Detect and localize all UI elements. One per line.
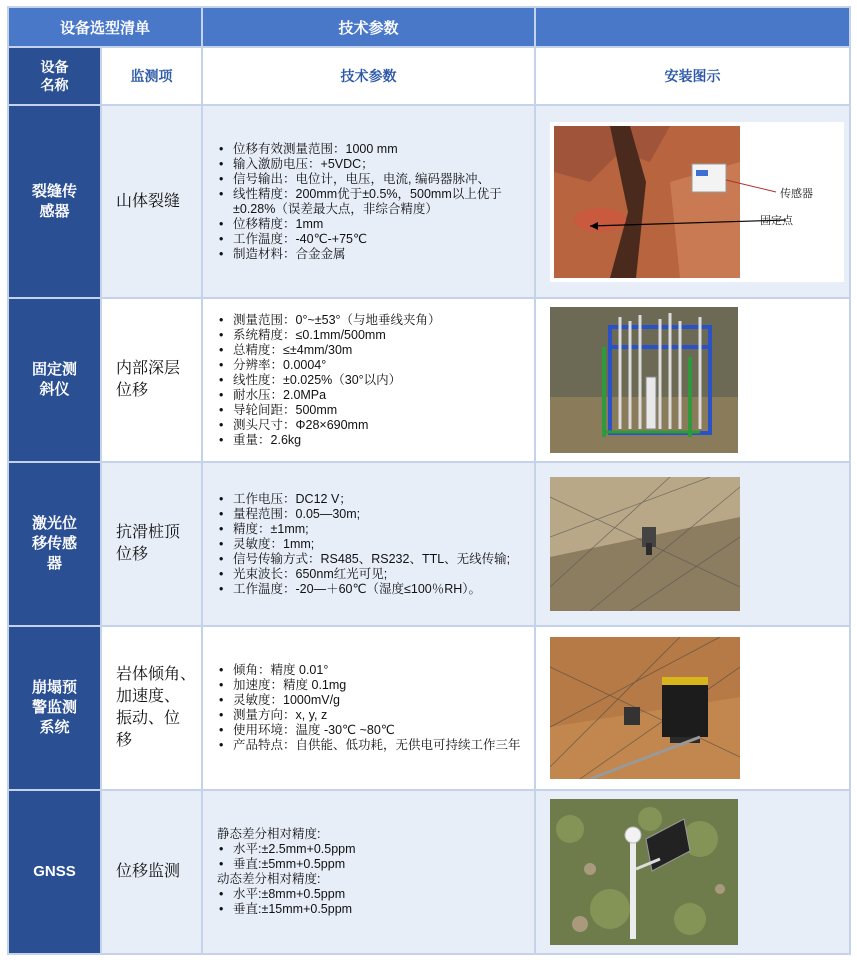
laser-sensor-photo xyxy=(550,477,740,611)
row-gnss-item: 位移监测 xyxy=(101,790,202,954)
row-laser-sensor-specs xyxy=(202,462,535,626)
spec-item: • 线性度：±0.025%（30°以内） xyxy=(233,373,528,388)
item-text: 抗滑桩顶 位移 xyxy=(116,524,181,563)
subheader-device-name-text: 设备 名称 xyxy=(40,59,69,93)
row-collapse-warning-specs xyxy=(202,626,535,790)
spec-item: • 位移有效测量范围：1000 mm xyxy=(233,142,528,157)
row-gnss-image-cell xyxy=(535,790,850,954)
spec-item: • 位移精度：1mm xyxy=(233,217,528,232)
spec-item: • 总精度：≤±4mm/30m xyxy=(233,343,528,358)
spec-item: • 输入激励电压：+5VDC； xyxy=(233,157,528,172)
spec-item: • 测量范围：0°~±53°（与地垂线夹角） xyxy=(233,313,528,328)
spec-item: • 产品特点：自供能、低功耗，无供电可持续工作三年 xyxy=(233,738,528,753)
row-crack-sensor-image-cell xyxy=(535,105,850,298)
spec-item: • 耐水压：2.0MPa xyxy=(233,388,528,403)
collapse-warning-photo xyxy=(550,637,740,779)
subheader-install-image: 安装图示 xyxy=(535,47,850,105)
spec-item: • 线性精度：200mm优于±0.5%，500mm以上优于±0.28%（误差最大点，非综合精度） xyxy=(233,187,528,217)
sensor-label: 传感器 xyxy=(780,186,814,200)
row-inclinometer-name xyxy=(8,298,101,462)
spec-group-title: 动态差分相对精度: xyxy=(217,872,321,886)
spec-item: • 量程范围：0.05—30m; xyxy=(233,507,528,522)
spec-item: • 灵敏度：1000mV/g xyxy=(233,693,528,708)
row-inclinometer-image-cell xyxy=(535,298,850,462)
subheader-tech-params: 技术参数 xyxy=(202,47,535,105)
spec-item: • 精度：±1mm; xyxy=(233,522,528,537)
spec-item: • 加速度：精度 0.1mg xyxy=(233,678,528,693)
spec-item: • 光束波长：650nm红光可见; xyxy=(233,567,528,582)
gnss-photo xyxy=(550,799,738,945)
row-laser-sensor-name xyxy=(8,462,101,626)
spec-item: • 导轮间距：500mm xyxy=(233,403,528,418)
fixed-point-label: 固定点 xyxy=(760,213,794,227)
spec-item: • 工作温度：-20—＋60℃（湿度≤100％RH）。 xyxy=(233,582,528,597)
name-text: 崩塌预 警监测 系统 xyxy=(31,679,77,736)
item-text: 内部深层 位移 xyxy=(116,360,181,399)
spec-item: • 灵敏度：1mm; xyxy=(233,537,528,552)
header-tech-params: 技术参数 xyxy=(202,7,535,47)
row-inclinometer-item xyxy=(101,298,202,462)
spec-group-list xyxy=(217,887,528,917)
subheader-monitoring-item: 监测项 xyxy=(101,47,202,105)
spec-item: • 工作温度：-40℃-+75℃ xyxy=(233,232,528,247)
row-crack-sensor-specs xyxy=(202,105,535,298)
inclinometer-photo xyxy=(550,307,738,453)
subheader-device-name xyxy=(8,47,101,105)
spec-item: • 系统精度：≤0.1mm/500mm xyxy=(233,328,528,343)
spec-item: • 测头尺寸：Φ28×690mm xyxy=(233,418,528,433)
spec-item: • 重量：2.6kg xyxy=(233,433,528,448)
spec-item: • 水平:±8mm+0.5ppm xyxy=(233,887,528,902)
row-laser-sensor-image-cell xyxy=(535,462,850,626)
spec-item: • 垂直:±5mm+0.5ppm xyxy=(233,857,528,872)
spec-item: • 测量方向：x, y, z xyxy=(233,708,528,723)
row-collapse-warning-image-cell xyxy=(535,626,850,790)
spec-group-list xyxy=(217,842,528,872)
row-gnss-specs xyxy=(202,790,535,954)
spec-item: • 信号输出：电位计，电压，电流, 编码器脉冲、 xyxy=(233,172,528,187)
row-gnss-name: GNSS xyxy=(8,790,101,954)
row-crack-sensor-item: 山体裂缝 xyxy=(101,105,202,298)
item-text: 岩体倾角、 加速度、 振动、位 移 xyxy=(116,666,197,749)
row-collapse-warning-item xyxy=(101,626,202,790)
name-text: 裂缝传 感器 xyxy=(31,182,77,220)
spec-item: • 信号传输方式：RS485、RS232、TTL、无线传输; xyxy=(233,552,528,567)
header-blank xyxy=(535,7,850,47)
crack-sensor-photo xyxy=(550,122,844,282)
spec-item: • 使用环境：温度 -30℃ ~80℃ xyxy=(233,723,528,738)
spec-item: • 工作电压：DC12 V； xyxy=(233,492,528,507)
row-inclinometer-specs xyxy=(202,298,535,462)
spec-item: • 倾角：精度 0.01° xyxy=(233,663,528,678)
spec-item: • 垂直:±15mm+0.5ppm xyxy=(233,902,528,917)
spec-item: • 水平:±2.5mm+0.5ppm xyxy=(233,842,528,857)
spec-item: • 分辨率：0.0004° xyxy=(233,358,528,373)
row-collapse-warning-name xyxy=(8,626,101,790)
equipment-selection-table xyxy=(7,6,851,955)
row-crack-sensor-name xyxy=(8,105,101,298)
name-text: 固定测 斜仪 xyxy=(31,361,77,398)
spec-item: • 制造材料：合金金属 xyxy=(233,247,528,262)
spec-group-title: 静态差分相对精度: xyxy=(217,827,321,841)
name-text: 激光位 移传感 器 xyxy=(31,515,77,572)
row-laser-sensor-item xyxy=(101,462,202,626)
header-equipment-list: 设备选型清单 xyxy=(8,7,202,47)
